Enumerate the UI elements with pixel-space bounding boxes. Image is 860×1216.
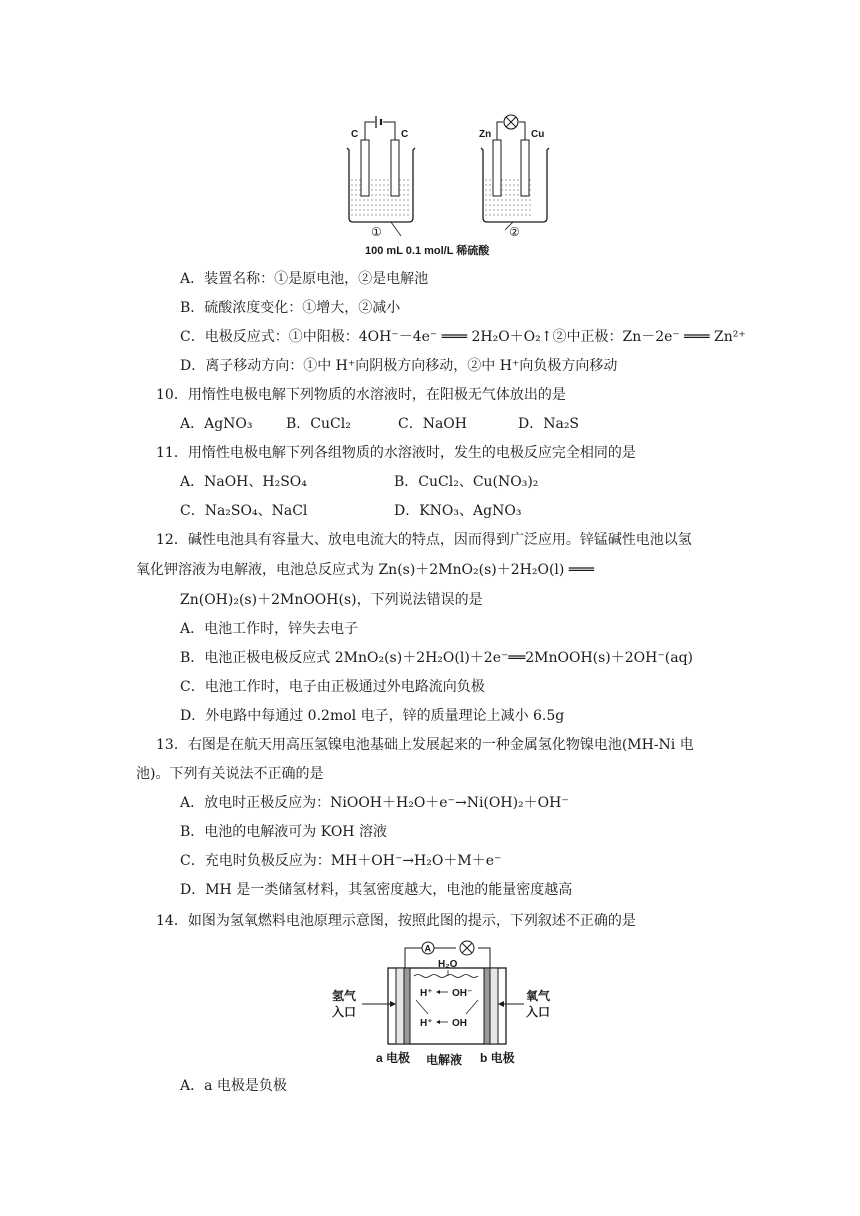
electrode-label-c-right: C <box>401 129 409 140</box>
q13-option-b: B．电池的电解液可为 KOH 溶液 <box>180 824 387 840</box>
q11-stem: 11．用惰性电极电解下列各组物质的水溶液时，发生的电极反应完全相同的是 <box>156 445 636 461</box>
q11-option-d: D．KNO₃、AgNO₃ <box>394 503 522 519</box>
ion-h-bottom: H⁺ <box>420 1018 433 1029</box>
q12-stem-line1: 12．碱性电池具有容量大、放电电流大的特点，因而得到广泛应用。锌锰碱性电池以氢 <box>156 532 692 548</box>
ion-oh-top: OH⁻ <box>452 988 473 999</box>
q12-option-b: B．电池正极电极反应式 2MnO₂(s)＋2H₂O(l)＋2e⁻══2MnOOH(s)＋2OH⁻(aq) <box>180 650 693 666</box>
q9-option-d: D．离子移动方向：①中 H⁺向阴极方向移动，②中 H⁺向负极方向移动 <box>180 358 618 374</box>
q9-option-b: B．硫酸浓度变化：①增大，②减小 <box>180 300 401 316</box>
hydrogen-inlet-label-2: 入口 <box>332 1005 357 1019</box>
q12-option-a: A．电池工作时，锌失去电子 <box>180 621 359 637</box>
oxygen-inlet-label-2: 入口 <box>526 1005 551 1019</box>
q11-option-a: A．NaOH、H₂SO₄ <box>180 474 307 490</box>
electrode-a-label: a 电极 <box>376 1051 411 1065</box>
figure-1-caption: 100 mL 0.1 mol/L 稀硫酸 <box>365 245 490 257</box>
water-label: H₂O <box>438 959 458 970</box>
q11-option-b: B．CuCl₂、Cu(NO₃)₂ <box>394 474 539 490</box>
q13-option-c: C．充电时负极反应为：MH＋OH⁻→H₂O＋M＋e⁻ <box>180 853 502 869</box>
q12-stem-line3: Zn(OH)₂(s)＋2MnOOH(s)，下列说法错误的是 <box>180 592 483 608</box>
hydrogen-inlet-label-1: 氢气 <box>332 989 357 1003</box>
electrolyte-label: 电解液 <box>426 1053 463 1067</box>
q14-option-a: A．a 电极是负极 <box>180 1078 287 1094</box>
electrode-b-label: b 电极 <box>480 1051 515 1065</box>
beaker-1-label: ① <box>371 225 382 239</box>
electrode-label-zn: Zn <box>479 129 492 140</box>
oxygen-inlet-label-1: 氧气 <box>526 989 551 1003</box>
q13-option-d: D．MH 是一类储氢材料，其氢密度越大，电池的能量密度越高 <box>180 882 573 898</box>
beaker-1 <box>347 116 415 239</box>
ion-h-top: H⁺ <box>420 988 433 999</box>
q12-stem-line2: 氧化钾溶液为电解液，电池总反应式为 Zn(s)＋2MnO₂(s)＋2H₂O(l) ═══ <box>136 562 595 578</box>
electrochemistry-cells-figure <box>335 110 545 260</box>
q10-option-d: D．Na₂S <box>518 416 580 432</box>
q10-option-b: B．CuCl₂ <box>286 416 351 432</box>
q13-stem-line1: 13．右图是在航天用高压氢镍电池基础上发展起来的一种金属氢化物镍电池(MH-Ni 电 <box>156 737 694 753</box>
beaker-2 <box>479 115 549 239</box>
q13-stem-line2: 池)。下列有关说法不正确的是 <box>136 766 324 782</box>
q9-option-c: C．电极反应式：①中阳极：4OH⁻－4e⁻ ═══ 2H₂O＋O₂↑②中正极：Zn－2e⁻ ═══ Zn²⁺ <box>180 329 746 345</box>
electrode-label-c-left: C <box>351 129 359 140</box>
ammeter-label: A <box>424 943 431 954</box>
q12-option-d: D．外电路中每通过 0.2mol 电子，锌的质量理论上减小 6.5g <box>180 708 565 724</box>
q11-option-c: C．Na₂SO₄、NaCl <box>180 503 308 519</box>
q13-option-a: A．放电时正极反应为：NiOOH＋H₂O＋e⁻→Ni(OH)₂＋OH⁻ <box>180 795 569 811</box>
ion-oh-bottom: OH <box>452 1018 467 1029</box>
q12-option-c: C．电池工作时，电子由正极通过外电路流向负极 <box>180 679 485 695</box>
electrode-label-cu: Cu <box>531 129 545 140</box>
fuel-cell-figure <box>330 938 560 1068</box>
q14-stem: 14．如图为氢氧燃料电池原理示意图，按照此图的提示，下列叙述不正确的是 <box>156 913 636 929</box>
q10-stem: 10．用惰性电极电解下列物质的水溶液时，在阳极无气体放出的是 <box>156 387 566 403</box>
q9-option-a: A．装置名称：①是原电池，②是电解池 <box>180 271 429 287</box>
q10-option-a: A．AgNO₃ <box>180 416 253 432</box>
beaker-2-label: ② <box>509 225 520 239</box>
q10-option-c: C．NaOH <box>398 416 467 432</box>
